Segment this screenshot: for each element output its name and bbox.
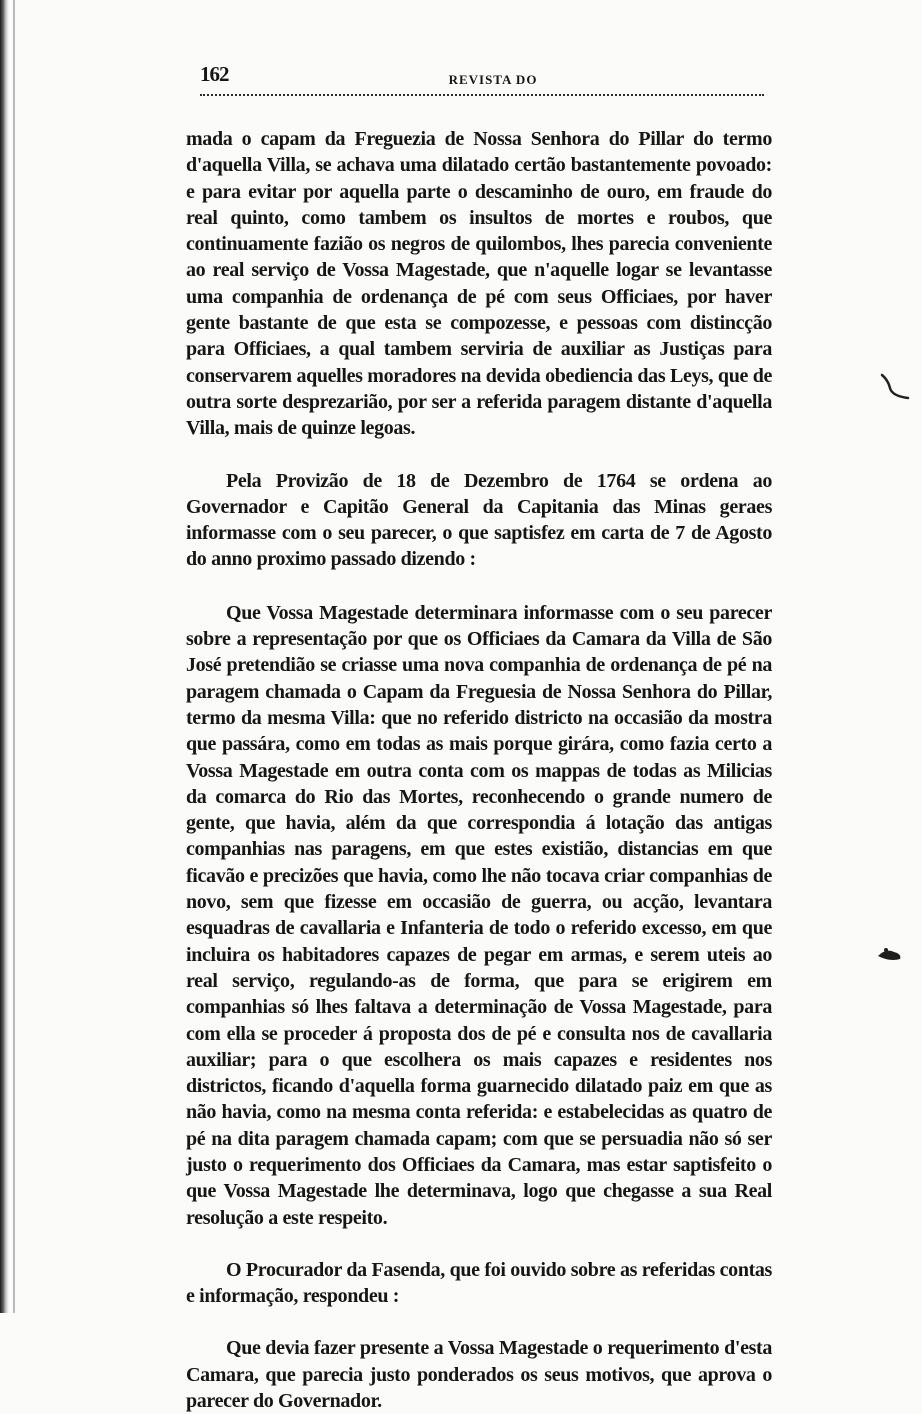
paragraph-gap	[186, 442, 772, 468]
paragraph-gap	[186, 573, 772, 600]
paragraph-1: mada o capam da Freguezia de Nossa Senhora do Pillar do termo d'aquella Villa, se achava uma dilatado certão bastantemente povoado: e para evitar por aquella parte o descaminho de ouro, em fraude do real quinto, como tambem os insultos de mortes e roubos, que continuamente fazião os negros de quilombos, lhes parecia conveniente ao real serviço de Vossa Magestade, que n'aquelle logar se levantasse uma companhia de ordenança de pé com seus Officiaes, por haver gente bastante de que esta se compozesse, e pessoas com distincção para Officiaes, a qual tambem serviria de auxiliar as Justiças para conservarem aquelles moradores na devida obediencia das Leys, que de outra sorte desprezarião, por ser a referida paragem distante d'aquella Villa, mais de quinze legoas.	[186, 128, 772, 440]
paragraph-gap	[186, 1309, 772, 1335]
body-text	[186, 126, 772, 1414]
paragraph-3: Que Vossa Magestade determinara informasse com o seu parecer sobre a representação por que os Officiaes da Camara da Villa de São José pretendião se criasse uma nova companhia de ordenança de pé na paragem chamada o Capam da Freguesia de Nossa Senhora do Pillar, termo da mesma Villa: que no referido districto na occasião da mostra que passára, como em todas as mais porque girára, como fazia certo a Vossa Magestade em outra conta com os mappas de todas as Milicias da comarca do Rio das Mortes, reconhecendo o grande numero de gente, que havia, além da que correspondia á lotação das antigas companhias nas paragens, em que estes existião, distancias em que ficavão e precizões que havia, como lhe não tocava criar companhias de novo, sem que fizesse em occasião de guerra, ou acção, levantara esquadras de cavallaria e Infanteria de todo o referido excesso, em que incluira os habitadores capazes de pegar em armas, e serem uteis ao real serviço, regulando-as de forma, que para se erigirem em companhias só lhes faltava a determinação de Vossa Magestade, para com ella se proceder á proposta dos de pé e consulta nos de cavallaria auxiliar; para o que escolhera os mais capazes e residentes nos districtos, ficando d'aquella forma guarnecido dilatado paiz em que as não havia, como na mesma conta referida: e estabelecidas as quatro de pé na dita paragem chamada capam; com que se persuadia não só ser justo o requerimento dos Officiaes da Camara, mas estar saptisfeito o que Vossa Magestade lhe determinava, logo que chegasse a sua Real resolução a este respeito.	[186, 601, 772, 1229]
page-number: 162	[200, 62, 229, 86]
ink-blot	[872, 944, 906, 964]
page-header	[198, 62, 764, 86]
book-binding-shadow	[0, 0, 9, 1313]
ink-mark	[878, 372, 914, 402]
paragraph-gap	[186, 1231, 772, 1257]
binding-line	[13, 0, 15, 1313]
paragraph-4: O Procurador da Fasenda, que foi ouvido sobre as referidas contas e informação, respondeu :	[186, 1258, 772, 1308]
running-head: REVISTA DO	[448, 72, 538, 87]
paragraph-5: Que devia fazer presente a Vossa Magestade o requerimento d'esta Camara, que parecia justo ponderados os seus motivos, que aprova o parecer do Governador.	[186, 1337, 772, 1413]
header-rule	[200, 94, 764, 96]
paragraph-2: Pela Provizão de 18 de Dezembro de 1764 se ordena ao Governador e Capitão General da Capitania das Minas geraes informasse com o seu parecer, o que saptisfez em carta de 7 de Agosto do anno proximo passado dizendo :	[186, 469, 772, 571]
